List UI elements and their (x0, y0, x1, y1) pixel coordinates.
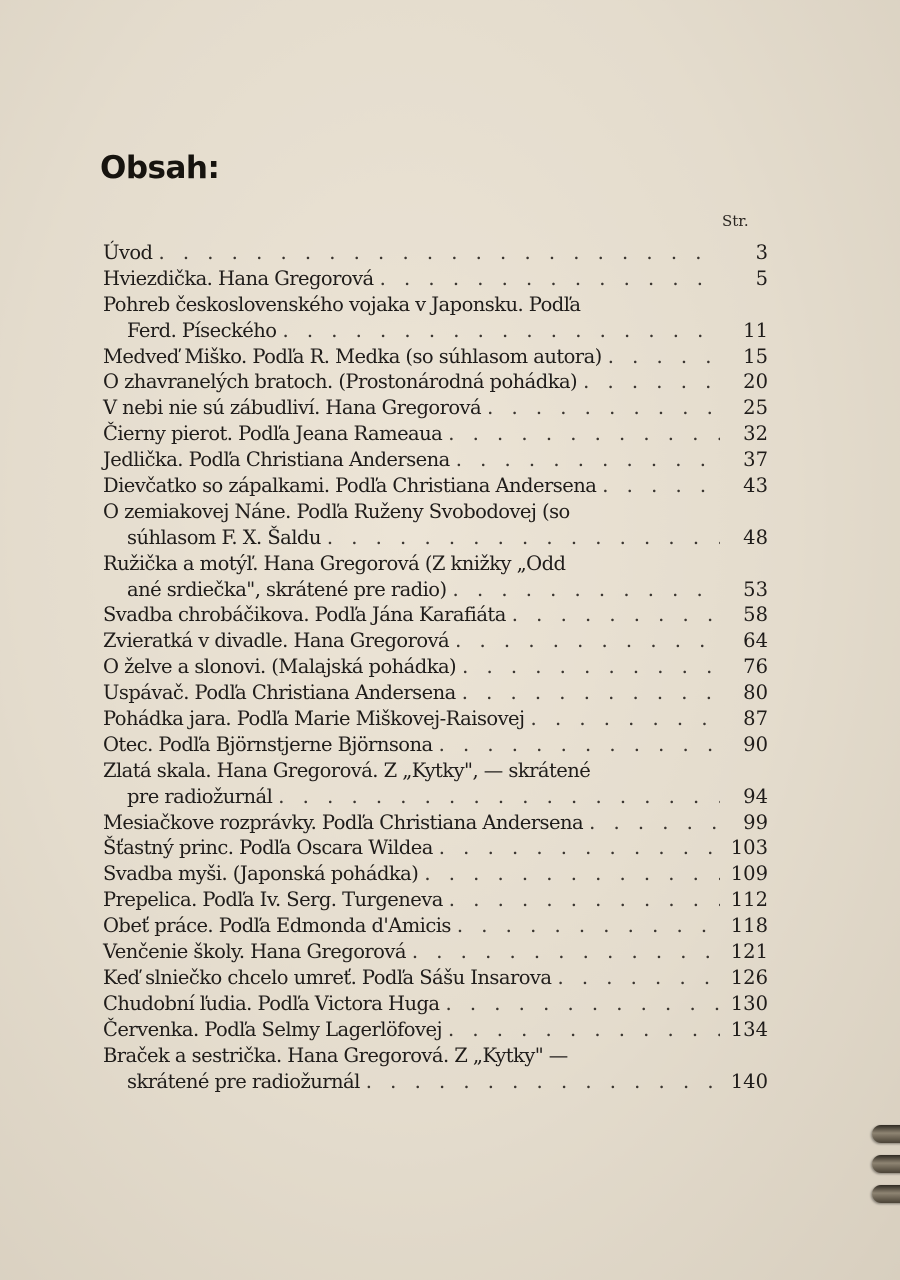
toc-entry-title: Ružička a motýľ. Hana Gregorová (Z knižky „Odd (103, 551, 566, 575)
toc-entry-title: O želve a slonovi. (Malajská pohádka) (103, 655, 457, 679)
toc-entry-line (103, 965, 768, 991)
toc-entry (103, 887, 768, 913)
toc-page-number: 130 (730, 991, 768, 1015)
toc-page-number: 58 (743, 603, 768, 627)
toc-page-number: 15 (743, 344, 768, 368)
toc-entry (103, 835, 768, 861)
toc-page-number: 76 (743, 655, 768, 679)
toc-page-number: 64 (743, 629, 768, 653)
dot-leader (443, 887, 720, 913)
toc-page-number: 32 (743, 422, 768, 446)
dot-leader (152, 240, 720, 266)
toc-page-number: 5 (755, 266, 768, 290)
toc-entry-line (103, 939, 768, 965)
toc-entry-continuation (103, 318, 768, 344)
toc-entry-line (103, 680, 768, 706)
toc-page-number: 109 (730, 862, 768, 886)
toc-entry-line (103, 887, 768, 913)
toc-entry-line (103, 913, 768, 939)
dot-leader (481, 395, 720, 421)
toc-entry-title: pre radiožurnál (127, 784, 273, 808)
toc-page-number: 87 (743, 707, 768, 731)
dot-leader (583, 810, 720, 836)
toc-entry (103, 913, 768, 939)
dot-leader (602, 344, 720, 370)
toc-page-number: 112 (730, 888, 768, 912)
dot-leader (442, 421, 720, 447)
toc-entry (103, 499, 768, 551)
toc-page-number: 53 (743, 577, 768, 601)
toc-entry-line (103, 810, 768, 836)
toc-entry (103, 680, 768, 706)
dot-leader (360, 1069, 720, 1095)
toc-entry-title: Mesiačkove rozprávky. Podľa Christiana Andersena (103, 810, 584, 834)
page-title: Obsah: (100, 150, 220, 186)
toc-entry (103, 473, 768, 499)
toc-entry (103, 706, 768, 732)
dot-leader (276, 318, 720, 344)
toc-entry (103, 732, 768, 758)
toc-entry-line (103, 628, 768, 654)
toc-entry (103, 395, 768, 421)
toc-entry (103, 654, 768, 680)
toc-page-number: 48 (743, 525, 768, 549)
toc-entry-line (103, 473, 768, 499)
toc-page-number: 118 (730, 914, 768, 938)
toc-entry-title: Šťastný princ. Podľa Oscara Wildea (103, 836, 433, 860)
toc-entry-title: Braček a sestrička. Hana Gregorová. Z „Kytky" — (103, 1043, 568, 1067)
toc-entry (103, 628, 768, 654)
toc-page-number: 43 (743, 474, 768, 498)
dot-leader (456, 680, 720, 706)
toc-entry-line (103, 369, 768, 395)
toc-entry-title: Otec. Podľa Björnstjerne Björnsona (103, 732, 433, 756)
toc-entry-line (103, 835, 768, 861)
dot-leader (525, 706, 720, 732)
toc-entry-title: Pohádka jara. Podľa Marie Miškovej-Raisovej (103, 707, 525, 731)
toc-entry (103, 447, 768, 473)
toc-entry-title: ané srdiečka", skrátené pre radio) (127, 577, 447, 601)
dot-leader (374, 266, 720, 292)
toc-entry-title: Ferd. Píseckého (127, 318, 277, 342)
toc-entry (103, 240, 768, 266)
toc-entry (103, 965, 768, 991)
toc-entry-title: Dievčatko so zápalkami. Podľa Christiana Andersena (103, 474, 597, 498)
dot-leader (551, 965, 720, 991)
toc-entry (103, 344, 768, 370)
toc-entry-line (103, 266, 768, 292)
toc-entry-title: Svadba chrobáčikova. Podľa Jána Karafiáta (103, 603, 506, 627)
toc-entry (103, 551, 768, 603)
dot-leader (456, 654, 720, 680)
toc-entry-continuation (103, 577, 768, 603)
dot-leader (442, 1017, 720, 1043)
toc-entry-continuation (103, 1069, 768, 1095)
toc-entry-title: Uspávač. Podľa Christiana Andersena (103, 681, 456, 705)
dot-leader (439, 991, 720, 1017)
toc-page-number: 94 (743, 784, 768, 808)
toc-entry-line (103, 991, 768, 1017)
dot-leader (450, 447, 720, 473)
toc-page-number: 20 (743, 370, 768, 394)
dot-leader (577, 369, 720, 395)
toc-entry-line (103, 421, 768, 447)
binding-ring (872, 1125, 900, 1143)
toc-entry-title: Úvod (103, 241, 153, 264)
toc-page-number: 121 (730, 940, 768, 964)
toc-entry-line (103, 240, 768, 266)
toc-entry-line (103, 602, 768, 628)
toc-entry-title: V nebi nie sú zábudliví. Hana Gregorová (103, 396, 482, 420)
toc-entry-title: O zemiakovej Náne. Podľa Ruženy Svobodovej (so (103, 499, 570, 523)
toc-entry-title: Zvieratká v divadle. Hana Gregorová (103, 629, 450, 653)
toc-entry-title: Pohreb československého vojaka v Japonsku. Podľa (103, 292, 581, 316)
toc-entry-title: súhlasom F. X. Šaldu (127, 525, 321, 549)
toc-entry-continuation (103, 525, 768, 551)
dot-leader (451, 913, 720, 939)
toc-entry-line (103, 732, 768, 758)
toc-entry (103, 810, 768, 836)
toc-entry-line (103, 861, 768, 887)
toc-entry-title: Hviezdička. Hana Gregorová (103, 266, 374, 290)
toc-page-number: 80 (743, 681, 768, 705)
toc-entry (103, 292, 768, 344)
toc-entry-title: Prepelica. Podľa Iv. Serg. Turgeneva (103, 888, 443, 912)
toc-entry-title: Chudobní ľudia. Podľa Victora Huga (103, 991, 440, 1015)
toc-entry (103, 758, 768, 810)
toc-entry (103, 939, 768, 965)
toc-entry-title: Venčenie školy. Hana Gregorová (103, 940, 406, 964)
toc-entry (103, 421, 768, 447)
dot-leader (433, 835, 720, 861)
toc-entry (103, 1017, 768, 1043)
toc-page-number: 3 (755, 241, 768, 264)
toc-page-number: 90 (743, 732, 768, 756)
toc-entry (103, 861, 768, 887)
toc-entry-title: O zhavranelých bratoch. (Prostonárodná pohádka) (103, 370, 578, 394)
toc-entry-line (103, 292, 768, 318)
toc-entry-title: Zlatá skala. Hana Gregorová. Z „Kytky", — skrátené (103, 758, 591, 782)
toc-page-number: 37 (743, 448, 768, 472)
dot-leader (418, 861, 720, 887)
toc-entry-title: Medveď Miško. Podľa R. Medka (so súhlasom autora) (103, 344, 602, 368)
dot-leader (506, 602, 720, 628)
toc-entry-line (103, 706, 768, 732)
toc-page-number: 126 (730, 965, 768, 989)
toc-page-number: 99 (743, 810, 768, 834)
dot-leader (596, 473, 720, 499)
toc-entry-line (103, 551, 768, 577)
toc-page-number: 11 (743, 318, 768, 342)
dot-leader (447, 577, 720, 603)
toc-entry (103, 991, 768, 1017)
toc-entry-line (103, 499, 768, 525)
toc-page-number: 134 (730, 1017, 768, 1041)
toc-page-number: 25 (743, 396, 768, 420)
toc-entry-line (103, 758, 768, 784)
spiral-binding (872, 1125, 900, 1215)
toc-page-number: 103 (730, 836, 768, 860)
toc-page-number: 140 (730, 1069, 768, 1093)
toc-entry (103, 266, 768, 292)
toc-entry-title: Červenka. Podľa Selmy Lagerlöfovej (103, 1017, 442, 1041)
dot-leader (433, 732, 720, 758)
toc-entry (103, 602, 768, 628)
toc-entry-line (103, 395, 768, 421)
toc-entry-title: skrátené pre radiožurnál (127, 1069, 360, 1093)
toc-entry-title: Keď slniečko chcelo umreť. Podľa Sášu Insarova (103, 965, 552, 989)
toc-entry-line (103, 1043, 768, 1069)
dot-leader (321, 525, 720, 551)
dot-leader (449, 628, 720, 654)
toc-entry-line (103, 344, 768, 370)
toc-entry-title: Obeť práce. Podľa Edmonda d'Amicis (103, 914, 451, 938)
toc-entry-line (103, 1017, 768, 1043)
binding-ring (872, 1185, 900, 1203)
toc-entry-line (103, 654, 768, 680)
dot-leader (406, 939, 720, 965)
toc-entry-continuation (103, 784, 768, 810)
toc-entry (103, 1043, 768, 1095)
binding-ring (872, 1155, 900, 1173)
table-of-contents (103, 240, 768, 1094)
toc-entry-title: Jedlička. Podľa Christiana Andersena (103, 448, 450, 472)
dot-leader (272, 784, 720, 810)
toc-entry-title: Svadba myši. (Japonská pohádka) (103, 862, 419, 886)
toc-entry-line (103, 447, 768, 473)
toc-entry-title: Čierny pierot. Podľa Jeana Rameaua (103, 422, 443, 446)
toc-entry (103, 369, 768, 395)
page-column-header: Str. (722, 212, 749, 230)
